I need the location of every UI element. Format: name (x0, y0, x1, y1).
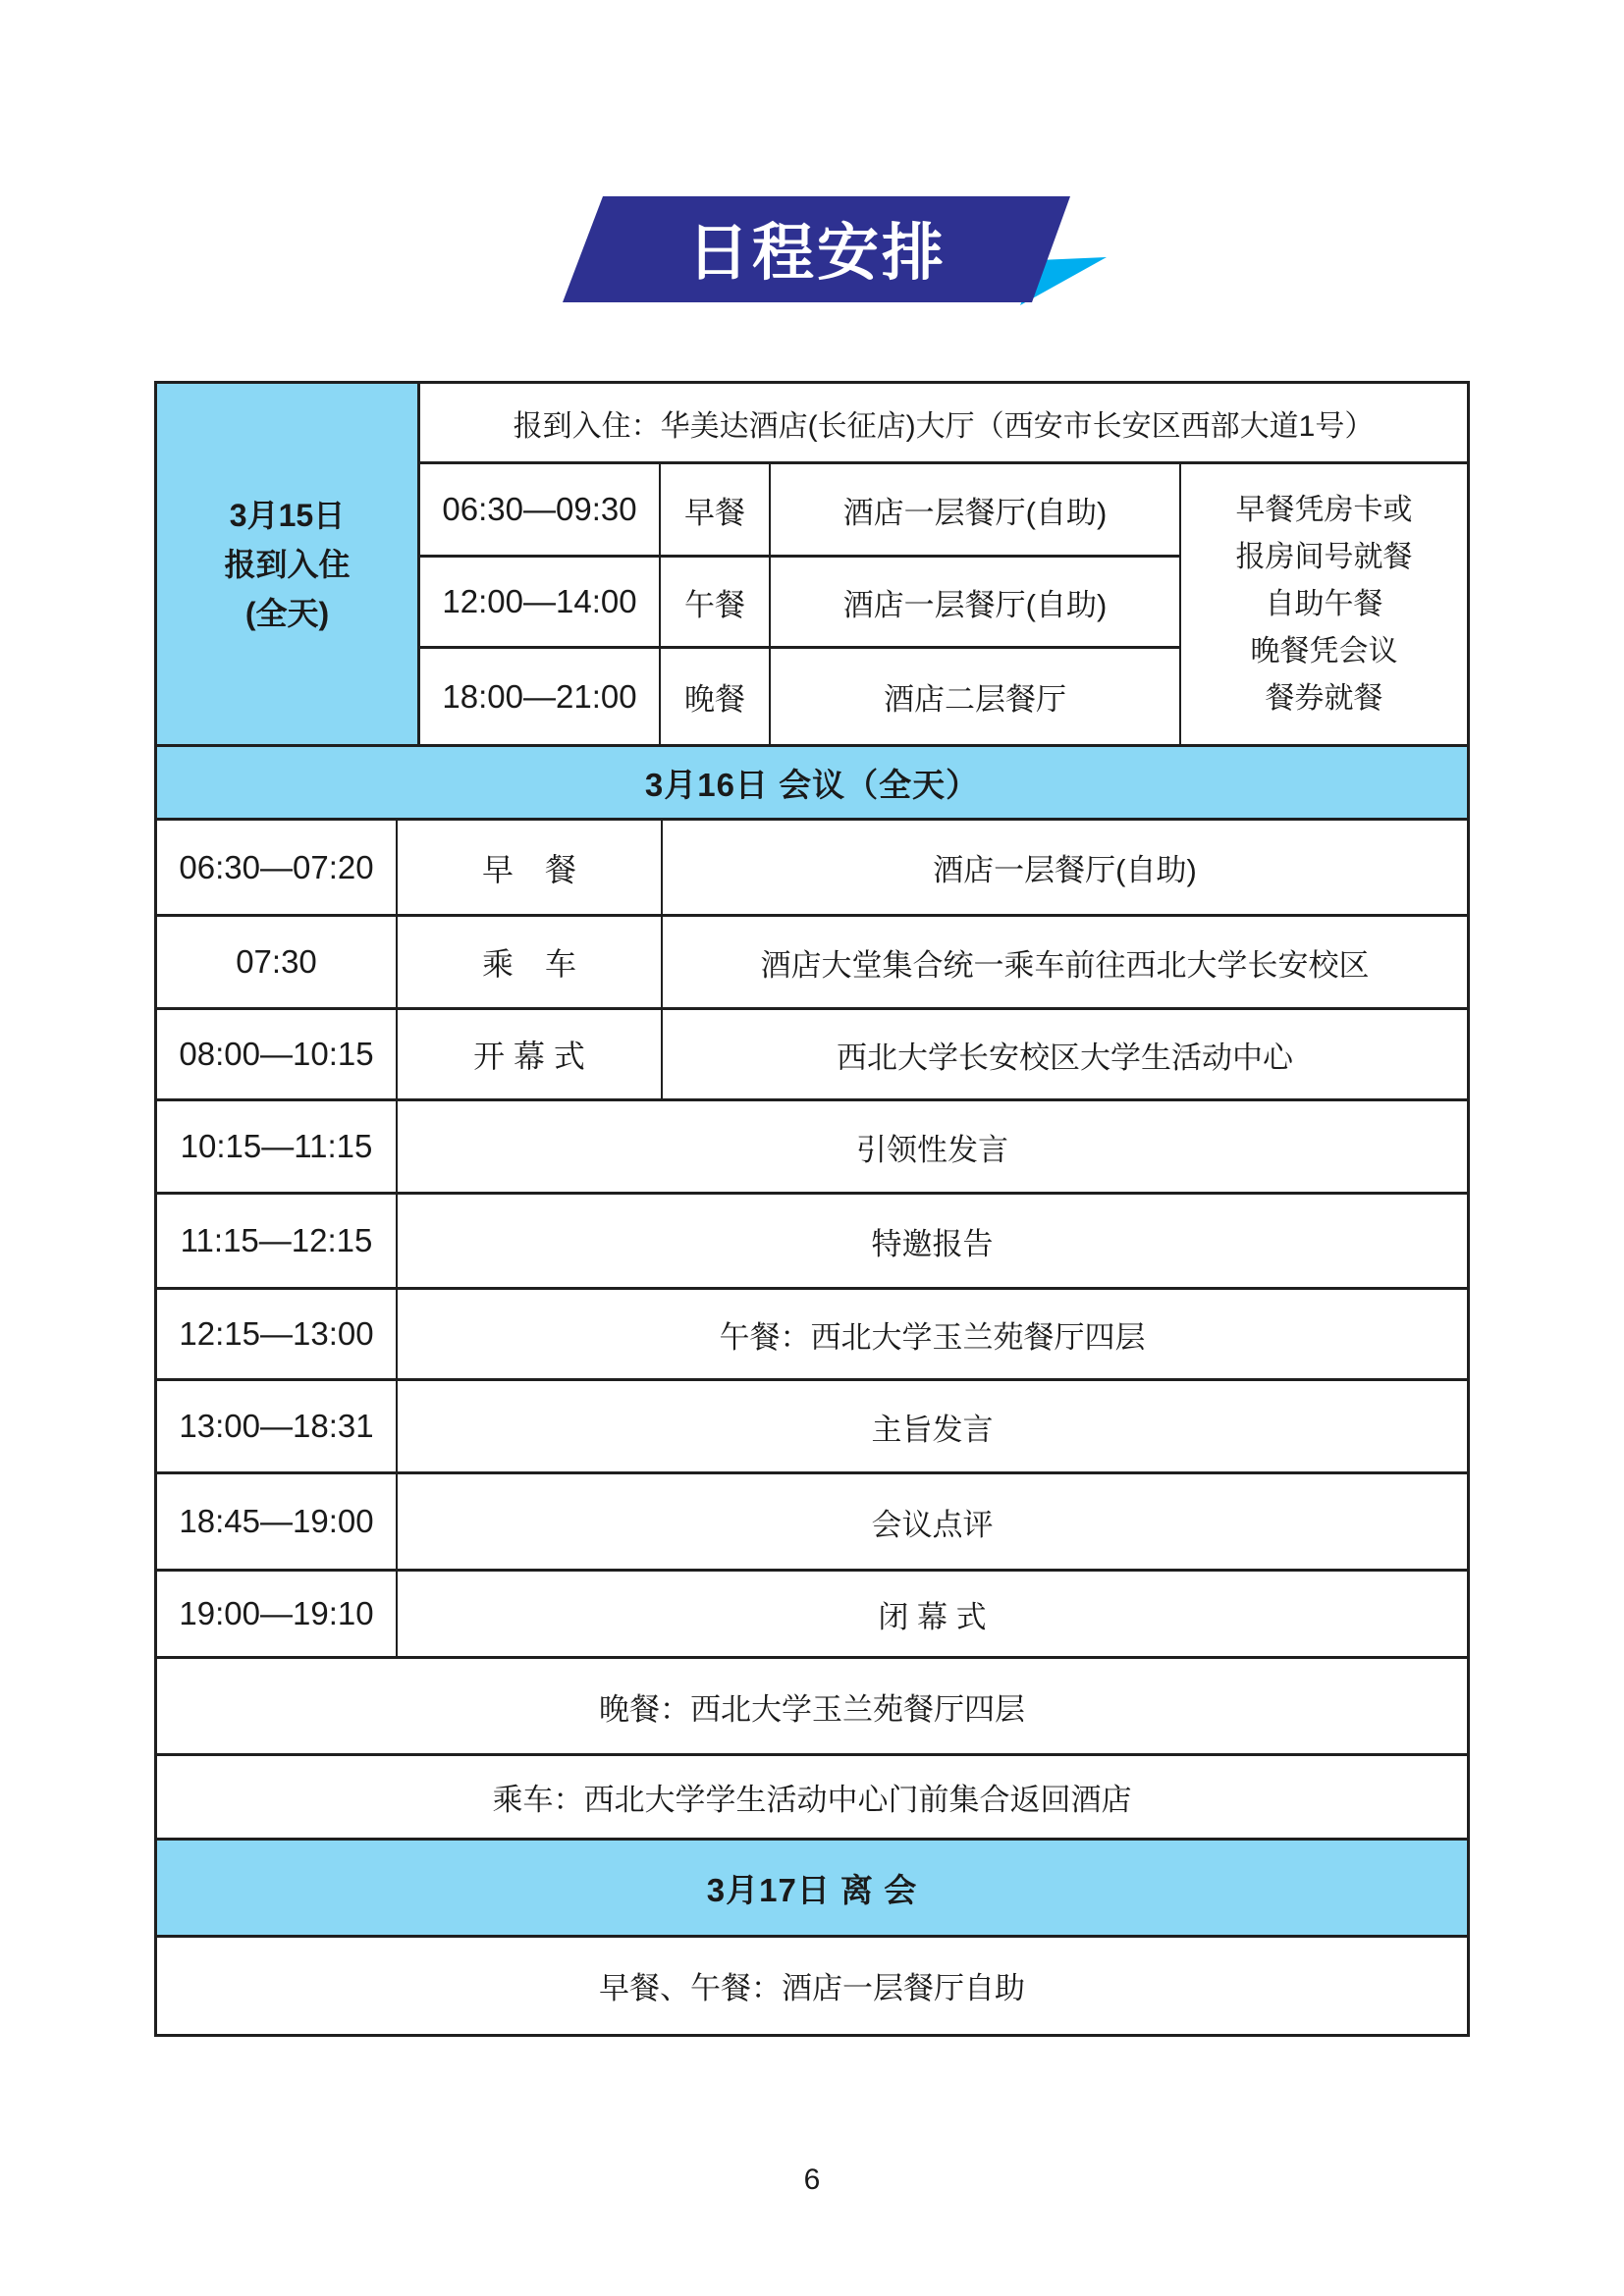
meal-time: 06:30—09:30 (420, 464, 661, 558)
date-line: 报到入住 (224, 546, 351, 582)
section-march15 (157, 384, 1467, 744)
row-detail: 酒店一层餐厅(自助) (933, 853, 1197, 887)
meals-column (420, 464, 1179, 744)
row-activity: 午餐：西北大学玉兰苑餐厅四层 (719, 1319, 1146, 1355)
row-time: 08:00—10:15 (157, 1010, 398, 1098)
row-activity: 特邀报告 (871, 1226, 994, 1261)
march17-meals-row: 早餐、午餐：酒店一层餐厅自助 (599, 1970, 1025, 2005)
row-time: 12:15—13:00 (157, 1290, 398, 1378)
march15-details (420, 384, 1467, 744)
date-cell-march15 (157, 384, 420, 744)
meal-place: 酒店二层餐厅 (884, 682, 1066, 717)
table-row (420, 649, 1179, 744)
row-time: 07:30 (157, 917, 398, 1007)
row-activity: 会议点评 (871, 1507, 994, 1542)
row-time: 06:30—07:20 (157, 821, 398, 914)
note-line: 早餐凭房卡或 (1235, 493, 1413, 526)
row-activity: 闭 幕 式 (878, 1599, 987, 1634)
date-line: 3月15日 (229, 497, 346, 533)
row-time: 10:15—11:15 (157, 1101, 398, 1192)
table-row (420, 558, 1179, 649)
meal-place: 酒店一层餐厅(自助) (771, 464, 1179, 558)
table-row (157, 1290, 1467, 1381)
section-header-march16: 3月16日 会议（全天） (157, 744, 1467, 821)
meal-time: 18:00—21:00 (420, 649, 661, 744)
note-line: 餐券就餐 (1265, 681, 1383, 715)
row-time: 13:00—18:31 (157, 1381, 398, 1471)
table-row (157, 821, 1467, 917)
meal-time: 12:00—14:00 (420, 558, 661, 649)
table-row (157, 1474, 1467, 1572)
row-time: 18:45—19:00 (157, 1474, 398, 1569)
row-detail: 西北大学长安校区大学生活动中心 (837, 1040, 1293, 1075)
note-line: 自助午餐 (1265, 587, 1383, 620)
date-line: (全天) (244, 595, 330, 631)
bus-row: 乘车：西北大学学生活动中心门前集合返回酒店 (157, 1756, 1467, 1841)
row-time: 19:00—19:10 (157, 1572, 398, 1656)
meal-name: 晚餐 (661, 649, 771, 744)
row-detail: 酒店大堂集合统一乘车前往西北大学长安校区 (760, 947, 1370, 983)
table-row (157, 917, 1467, 1010)
title-banner (540, 192, 1149, 312)
row-activity: 乘 车 (398, 917, 663, 1007)
row-activity: 引领性发言 (856, 1132, 1008, 1167)
meal-notes-cell (1179, 464, 1467, 744)
table-row (420, 464, 1179, 558)
section-header-march17: 3月17日 离 会 (157, 1841, 1467, 1938)
row-activity: 主旨发言 (871, 1412, 994, 1447)
table-row (157, 1195, 1467, 1290)
dinner-row: 晚餐：西北大学玉兰苑餐厅四层 (157, 1659, 1467, 1756)
note-line: 晚餐凭会议 (1250, 634, 1398, 667)
page-number: 6 (803, 2163, 821, 2196)
march15-meals-grid (420, 464, 1467, 744)
meal-name: 午餐 (661, 558, 771, 649)
table-row (157, 1010, 1467, 1101)
table-row (157, 1101, 1467, 1195)
row-activity: 早 餐 (398, 821, 663, 914)
table-row (157, 1381, 1467, 1474)
row-activity: 开 幕 式 (398, 1010, 663, 1098)
note-line: 报房间号就餐 (1235, 540, 1413, 573)
table-row (157, 1572, 1467, 1659)
schedule-table (154, 381, 1470, 2037)
page-title: 日程安排 (687, 218, 947, 288)
meal-name: 早餐 (661, 464, 771, 558)
row-time: 11:15—12:15 (157, 1195, 398, 1287)
checkin-row: 报到入住：华美达酒店(长征店)大厅（西安市长安区西部大道1号） (420, 384, 1467, 464)
meal-place: 酒店一层餐厅(自助) (771, 558, 1179, 649)
